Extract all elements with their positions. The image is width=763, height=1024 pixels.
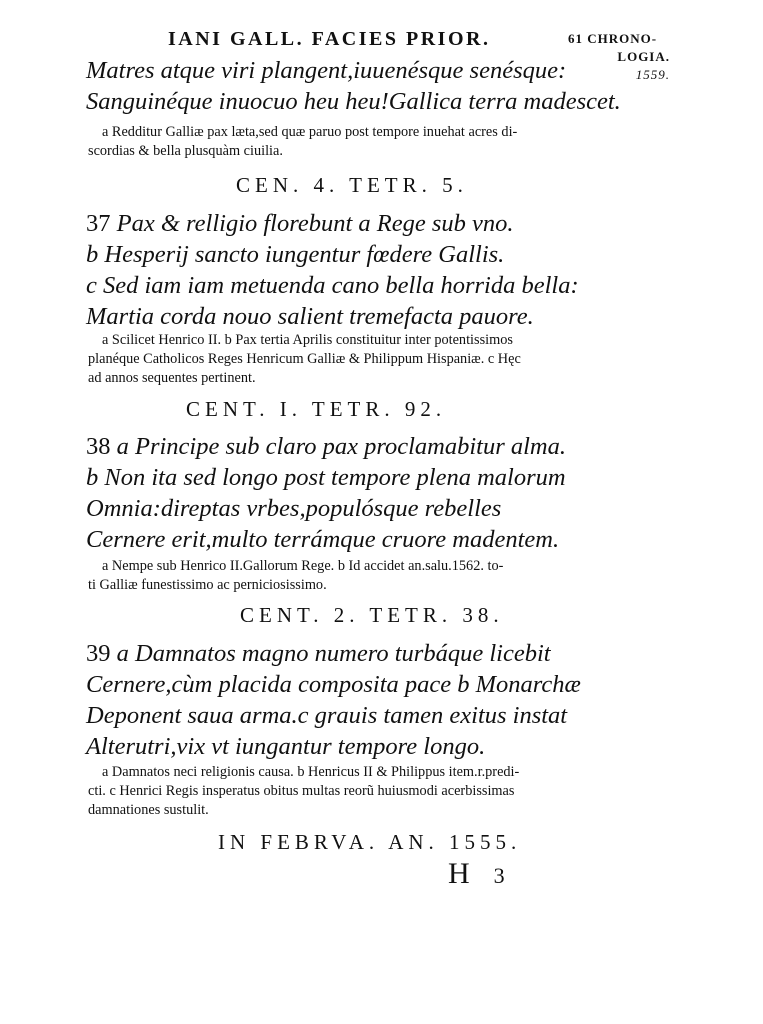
verse-line: c Sed iam iam metuenda cano bella horrida bella:	[86, 272, 579, 299]
verse-line: 39 a Damnatos magno numero turbáque licebit	[86, 640, 551, 667]
verse-line: 38 a Principe sub claro pax proclamabitur alma.	[86, 433, 566, 460]
verse-line: 37 Pax & relligio florebunt a Rege sub vno.	[86, 210, 514, 237]
marginal-line: 1559.	[635, 67, 670, 82]
note-line: a Scilicet Henrico II. b Pax tertia Aprilis constituitur inter potentissimos	[102, 332, 513, 348]
verse-block-1	[86, 55, 646, 117]
section-heading: IN FEBRVA. AN. 1555.	[218, 830, 522, 854]
note-line: a Damnatos neci religionis causa. b Henricus II & Philippus item.r.predi-	[102, 764, 520, 780]
signature-letter: H	[448, 857, 470, 890]
note-block-1	[88, 123, 633, 161]
verse-number: 39	[86, 640, 111, 667]
verse-block-37	[86, 208, 646, 332]
verse-line: Matres atque viri plangent,iuuenésque senésque:	[86, 57, 567, 84]
verse-line: Alterutri,vix vt iungantur tempore longo.	[86, 733, 486, 760]
note-line: scordias & bella plusquàm ciuilia.	[88, 143, 283, 159]
section-heading: CEN. 4. TETR. 5.	[236, 173, 468, 197]
marginal-line: 61 CHRONO-	[568, 31, 658, 46]
verse-line: b Hesperij sancto iungentur fœdere Gallis.	[86, 241, 505, 268]
marginal-line: LOGIA.	[617, 49, 670, 64]
verse-block-39	[86, 638, 646, 762]
note-line: damnationes sustulit.	[88, 802, 209, 818]
signature-mark	[448, 857, 505, 891]
verse-number: 38	[86, 433, 111, 460]
note-line: ad annos sequentes pertinent.	[88, 370, 256, 386]
verse-line: Sanguinéque inuocuo heu heu!Gallica terra madescet.	[86, 88, 621, 115]
verse-line: Deponent saua arma.c grauis tamen exitus instat	[86, 702, 568, 729]
verse-number: 37	[86, 210, 111, 237]
running-head: IANI GALL. FACIES PRIOR.	[168, 28, 491, 50]
note-line: ti Galliæ funestissimo ac perniciosissimo.	[88, 577, 327, 593]
verse-line: Martia corda nouo salient tremefacta pauore.	[86, 303, 534, 330]
note-block-37	[88, 331, 633, 388]
section-heading: CENT. 2. TETR. 38.	[240, 603, 504, 627]
verse-line: Cernere,cùm placida composita pace b Monarchæ	[86, 671, 581, 698]
verse-line: Omnia:direptas vrbes,populósque rebelles	[86, 495, 502, 522]
signature-number: 3	[493, 863, 505, 888]
note-line: a Redditur Galliæ pax læta,sed quæ paruo post tempore inuehat acres di-	[102, 124, 518, 140]
section-heading: CENT. I. TETR. 92.	[186, 397, 447, 421]
note-block-38	[88, 557, 633, 595]
verse-line: b Non ita sed longo post tempore plena malorum	[86, 464, 566, 491]
verse-line: Cernere erit,multo terrámque cruore madentem.	[86, 526, 560, 553]
note-line: cti. c Henrici Regis insperatus obitus multas reorũ huiusmodi acerbissimas	[88, 783, 515, 799]
verse-block-38	[86, 431, 646, 555]
note-block-39	[88, 763, 633, 820]
note-line: planéque Catholicos Reges Henricum Galliæ & Philippum Hispaniæ. c Hęc	[88, 351, 521, 367]
note-line: a Nempe sub Henrico II.Gallorum Rege. b Id accidet an.salu.1562. to-	[102, 558, 504, 574]
